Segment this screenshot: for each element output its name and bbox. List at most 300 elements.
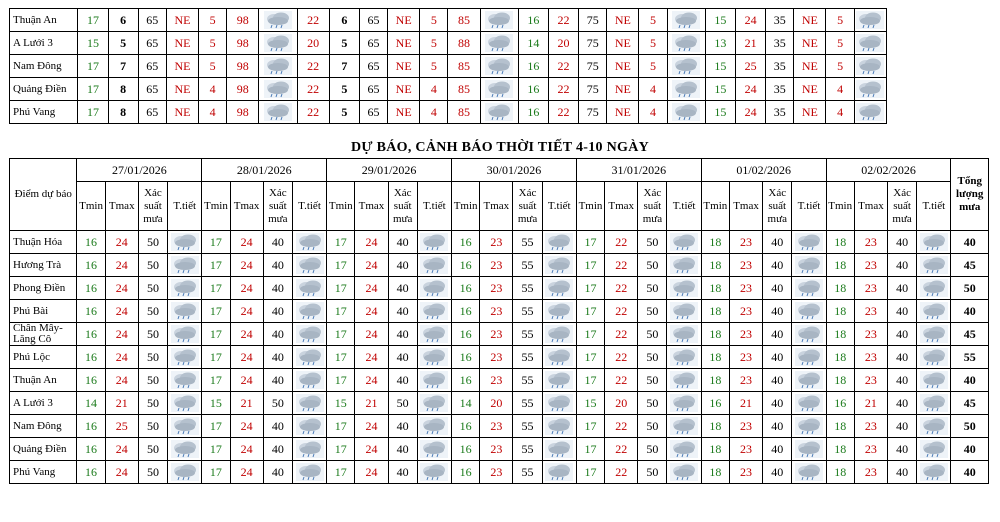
weather-icon: [667, 231, 701, 254]
weather-icon: [417, 323, 451, 346]
tmin-header: Tmin: [327, 182, 355, 231]
tmax-cell: 24: [230, 369, 263, 392]
tmax-header: Tmax: [605, 182, 638, 231]
value-cell: 20: [548, 32, 578, 55]
station-name: Phú Lộc: [10, 346, 77, 369]
tmax-header: Tmax: [854, 182, 887, 231]
value-cell: 4: [826, 101, 854, 124]
value-cell: 35: [766, 55, 794, 78]
rain-prob-cell: 40: [888, 415, 917, 438]
tmax-cell: 20: [480, 392, 513, 415]
value-cell: 75: [579, 78, 607, 101]
weather-icon: [917, 346, 951, 369]
value-cell: 24: [735, 78, 765, 101]
weather-icon: [168, 300, 202, 323]
table-row: [10, 231, 989, 254]
weather-icon: [168, 277, 202, 300]
weather-icon: [292, 323, 326, 346]
tmax-header: Tmax: [105, 182, 138, 231]
rain-prob-header: Xác suất mưa: [138, 182, 167, 231]
value-cell: 98: [227, 55, 259, 78]
value-cell: 75: [579, 9, 607, 32]
weather-icon: [792, 438, 826, 461]
tmin-cell: 17: [202, 323, 230, 346]
rain-prob-cell: 40: [763, 369, 792, 392]
value-cell: 24: [735, 101, 765, 124]
value-cell: NE: [607, 101, 639, 124]
table-row: [10, 346, 989, 369]
tmax-cell: 24: [355, 346, 388, 369]
tmax-cell: 20: [605, 392, 638, 415]
weather-icon: [542, 461, 576, 484]
tmin-cell: 17: [327, 346, 355, 369]
value-cell: 65: [359, 32, 387, 55]
total-rain-cell: 40: [951, 461, 989, 484]
weather-icon: [259, 9, 297, 32]
rain-prob-cell: 40: [888, 323, 917, 346]
rain-prob-cell: 55: [513, 323, 542, 346]
rain-prob-cell: 40: [263, 369, 292, 392]
rain-prob-cell: 40: [263, 254, 292, 277]
tmin-cell: 17: [202, 231, 230, 254]
tmin-cell: 17: [576, 346, 604, 369]
rain-prob-cell: 50: [638, 300, 667, 323]
total-rain-cell: 40: [951, 438, 989, 461]
tmax-cell: 24: [355, 323, 388, 346]
value-cell: NE: [607, 78, 639, 101]
value-cell: 15: [705, 78, 735, 101]
rain-prob-cell: 40: [763, 415, 792, 438]
rain-prob-header: Xác suất mưa: [888, 182, 917, 231]
rain-prob-cell: 50: [388, 392, 417, 415]
tmax-cell: 25: [105, 415, 138, 438]
value-cell: 22: [548, 55, 578, 78]
tmax-cell: 22: [605, 369, 638, 392]
weather-icon: [854, 55, 886, 78]
weather-icon: [792, 323, 826, 346]
tmin-cell: 18: [701, 277, 729, 300]
rain-prob-cell: 50: [138, 254, 167, 277]
rain-prob-cell: 50: [138, 461, 167, 484]
value-cell: 15: [78, 32, 108, 55]
weather-icon: [917, 254, 951, 277]
value-cell: 5: [420, 55, 448, 78]
table-row: [10, 78, 887, 101]
tmax-cell: 24: [355, 231, 388, 254]
weather-icon: [542, 438, 576, 461]
value-cell: 16: [518, 9, 548, 32]
weather-icon: [542, 231, 576, 254]
rain-prob-cell: 50: [638, 231, 667, 254]
rain-prob-cell: 40: [763, 277, 792, 300]
rain-prob-cell: 50: [638, 415, 667, 438]
value-cell: 15: [705, 101, 735, 124]
table-row: [10, 300, 989, 323]
rain-prob-cell: 40: [888, 438, 917, 461]
tmax-cell: 24: [230, 300, 263, 323]
tmin-cell: 17: [327, 254, 355, 277]
tmin-header: Tmin: [701, 182, 729, 231]
tmax-cell: 23: [729, 277, 762, 300]
weather-icon: [542, 369, 576, 392]
rain-prob-cell: 50: [138, 277, 167, 300]
weather-icon: [667, 461, 701, 484]
tmin-cell: 15: [576, 392, 604, 415]
value-cell: 5: [826, 32, 854, 55]
value-cell: 13: [705, 32, 735, 55]
station-header: Điểm dự báo: [10, 159, 77, 231]
weather-icon: [168, 392, 202, 415]
weather-icon: [417, 415, 451, 438]
table-row: [10, 438, 989, 461]
tmin-cell: 14: [452, 392, 480, 415]
total-rain-cell: 55: [951, 346, 989, 369]
value-cell: 17: [78, 9, 108, 32]
value-cell: 65: [359, 101, 387, 124]
tmax-cell: 23: [480, 254, 513, 277]
value-cell: NE: [388, 32, 420, 55]
rain-prob-cell: 50: [638, 346, 667, 369]
weather-header: T.tiết: [917, 182, 951, 231]
tmin-cell: 16: [77, 254, 105, 277]
tmin-cell: 16: [452, 438, 480, 461]
weather-icon: [292, 369, 326, 392]
total-rain-cell: 45: [951, 323, 989, 346]
tmax-cell: 23: [729, 369, 762, 392]
value-cell: 17: [78, 101, 108, 124]
weather-icon: [480, 55, 518, 78]
tmin-cell: 17: [202, 415, 230, 438]
value-cell: 85: [448, 9, 480, 32]
value-cell: 7: [108, 55, 138, 78]
value-cell: 8: [108, 78, 138, 101]
weather-icon: [667, 346, 701, 369]
weather-icon: [417, 231, 451, 254]
value-cell: 5: [826, 9, 854, 32]
value-cell: 5: [329, 32, 359, 55]
rain-prob-cell: 55: [513, 438, 542, 461]
tmax-cell: 23: [854, 415, 887, 438]
rain-prob-cell: 55: [513, 231, 542, 254]
value-cell: NE: [166, 9, 198, 32]
value-cell: 5: [329, 101, 359, 124]
tmin-cell: 16: [77, 277, 105, 300]
value-cell: NE: [794, 9, 826, 32]
station-name: Thuận Hóa: [10, 231, 77, 254]
weather-icon: [168, 415, 202, 438]
value-cell: 22: [297, 9, 329, 32]
tmin-cell: 16: [452, 346, 480, 369]
weather-icon: [667, 32, 705, 55]
rain-prob-cell: 50: [638, 392, 667, 415]
weather-icon: [542, 346, 576, 369]
rain-prob-cell: 50: [138, 231, 167, 254]
value-cell: 88: [448, 32, 480, 55]
rain-prob-cell: 40: [388, 415, 417, 438]
station-name: Chân Mây-Lăng Cô: [10, 323, 77, 346]
tmax-cell: 23: [729, 254, 762, 277]
weather-icon: [168, 254, 202, 277]
tmin-cell: 18: [826, 438, 854, 461]
rain-prob-cell: 40: [763, 438, 792, 461]
value-cell: NE: [794, 101, 826, 124]
weather-icon: [667, 369, 701, 392]
value-cell: NE: [794, 55, 826, 78]
tmin-cell: 16: [452, 415, 480, 438]
tmax-cell: 24: [230, 254, 263, 277]
value-cell: NE: [388, 101, 420, 124]
value-cell: 5: [639, 32, 667, 55]
tmax-cell: 23: [480, 231, 513, 254]
rain-prob-cell: 50: [138, 438, 167, 461]
weather-icon: [417, 254, 451, 277]
rain-prob-cell: 40: [763, 346, 792, 369]
weather-icon: [542, 392, 576, 415]
weather-icon: [480, 78, 518, 101]
value-cell: 5: [199, 32, 227, 55]
value-cell: 98: [227, 9, 259, 32]
rain-prob-header: Xác suất mưa: [763, 182, 792, 231]
tmin-cell: 17: [576, 300, 604, 323]
rain-prob-cell: 40: [888, 231, 917, 254]
tmax-cell: 21: [105, 392, 138, 415]
weather-icon: [792, 346, 826, 369]
forecast-title: DỰ BÁO, CẢNH BÁO THỜI TIẾT 4-10 NGÀY: [350, 140, 650, 155]
weather-icon: [542, 300, 576, 323]
tmin-cell: 17: [576, 254, 604, 277]
tmin-cell: 17: [576, 369, 604, 392]
tmin-cell: 17: [576, 277, 604, 300]
tmax-cell: 23: [854, 461, 887, 484]
station-name: Nam Đông: [10, 415, 77, 438]
value-cell: 22: [548, 78, 578, 101]
weather-icon: [792, 300, 826, 323]
value-cell: 21: [735, 32, 765, 55]
tmin-cell: 17: [202, 346, 230, 369]
tmin-cell: 16: [826, 392, 854, 415]
rain-prob-cell: 50: [138, 323, 167, 346]
tmin-cell: 17: [202, 369, 230, 392]
tmax-cell: 22: [605, 277, 638, 300]
value-cell: 5: [199, 55, 227, 78]
tmax-cell: 23: [854, 277, 887, 300]
rain-prob-header: Xác suất mưa: [513, 182, 542, 231]
rain-prob-cell: 55: [513, 346, 542, 369]
tmax-cell: 22: [605, 231, 638, 254]
weather-icon: [917, 415, 951, 438]
table-row: [10, 254, 989, 277]
weather-icon: [542, 323, 576, 346]
tmin-cell: 16: [77, 346, 105, 369]
date-header: 30/01/2026: [452, 159, 577, 182]
tmax-header: Tmax: [355, 182, 388, 231]
rain-prob-cell: 40: [263, 300, 292, 323]
value-cell: 65: [138, 101, 166, 124]
weather-icon: [168, 461, 202, 484]
tmin-header: Tmin: [77, 182, 105, 231]
value-cell: NE: [607, 9, 639, 32]
tmin-cell: 16: [77, 323, 105, 346]
tmin-cell: 18: [826, 461, 854, 484]
rain-prob-cell: 50: [138, 392, 167, 415]
rain-prob-cell: 40: [263, 323, 292, 346]
tmin-cell: 18: [701, 369, 729, 392]
total-rain-header: Tổng lượng mưa: [951, 159, 989, 231]
tmax-cell: 23: [729, 461, 762, 484]
rain-prob-cell: 40: [763, 254, 792, 277]
tmin-cell: 18: [826, 254, 854, 277]
tmax-cell: 21: [729, 392, 762, 415]
tmin-cell: 16: [701, 392, 729, 415]
weather-icon: [168, 323, 202, 346]
tmax-cell: 23: [480, 300, 513, 323]
weather-icon: [854, 32, 886, 55]
rain-prob-cell: 40: [388, 369, 417, 392]
weather-icon: [792, 277, 826, 300]
rain-prob-cell: 50: [638, 254, 667, 277]
weather-icon: [480, 9, 518, 32]
weather-icon: [667, 300, 701, 323]
tmax-cell: 23: [729, 323, 762, 346]
value-cell: 5: [420, 9, 448, 32]
tmax-cell: 23: [480, 369, 513, 392]
rain-prob-cell: 50: [138, 346, 167, 369]
tmin-header: Tmin: [826, 182, 854, 231]
value-cell: 6: [329, 9, 359, 32]
next-section-cutoff: [0, 516, 1000, 522]
weather-icon: [292, 438, 326, 461]
tmax-cell: 23: [854, 300, 887, 323]
table-row: [10, 415, 989, 438]
rain-prob-cell: 50: [638, 438, 667, 461]
value-cell: 75: [579, 55, 607, 78]
rain-prob-cell: 40: [388, 277, 417, 300]
tmin-cell: 16: [77, 231, 105, 254]
tmax-cell: 22: [605, 254, 638, 277]
tmax-cell: 23: [854, 438, 887, 461]
date-header: 28/01/2026: [202, 159, 327, 182]
tmin-cell: 17: [576, 231, 604, 254]
total-rain-cell: 50: [951, 415, 989, 438]
tmin-cell: 16: [77, 438, 105, 461]
weather-icon: [292, 461, 326, 484]
weather-icon: [542, 415, 576, 438]
tmax-cell: 24: [355, 461, 388, 484]
tmin-cell: 17: [576, 438, 604, 461]
rain-prob-cell: 40: [763, 231, 792, 254]
tmax-cell: 23: [729, 346, 762, 369]
tmax-cell: 21: [230, 392, 263, 415]
tmin-cell: 16: [77, 461, 105, 484]
tmax-header: Tmax: [729, 182, 762, 231]
rain-prob-cell: 55: [513, 277, 542, 300]
table-row: [10, 461, 989, 484]
tmax-header: Tmax: [230, 182, 263, 231]
tmax-cell: 23: [854, 323, 887, 346]
rain-prob-header: Xác suất mưa: [638, 182, 667, 231]
weather-icon: [417, 369, 451, 392]
rain-prob-cell: 50: [138, 415, 167, 438]
tmin-cell: 16: [77, 300, 105, 323]
weather-icon: [917, 231, 951, 254]
station-name: A Lưới 3: [10, 392, 77, 415]
rain-prob-cell: 40: [263, 277, 292, 300]
value-cell: 7: [329, 55, 359, 78]
tmax-cell: 23: [729, 231, 762, 254]
tmax-cell: 22: [605, 415, 638, 438]
tmax-cell: 24: [230, 346, 263, 369]
value-cell: 14: [518, 32, 548, 55]
rain-prob-cell: 40: [763, 300, 792, 323]
tmax-cell: 24: [230, 231, 263, 254]
tmax-cell: 24: [230, 323, 263, 346]
tmin-header: Tmin: [576, 182, 604, 231]
weather-header: T.tiết: [168, 182, 202, 231]
value-cell: 25: [735, 55, 765, 78]
value-cell: 65: [138, 32, 166, 55]
weather-icon: [417, 277, 451, 300]
rain-prob-cell: 55: [513, 254, 542, 277]
weather-icon: [917, 369, 951, 392]
rain-prob-cell: 40: [388, 438, 417, 461]
weather-icon: [292, 277, 326, 300]
table-row: [10, 323, 989, 346]
rain-prob-cell: 40: [388, 323, 417, 346]
tmax-cell: 23: [480, 461, 513, 484]
weather-icon: [667, 438, 701, 461]
rain-prob-cell: 40: [888, 461, 917, 484]
tmin-cell: 16: [452, 231, 480, 254]
station-name: Quảng Điền: [10, 78, 78, 101]
tmin-cell: 18: [701, 346, 729, 369]
value-cell: 65: [138, 78, 166, 101]
total-rain-cell: 40: [951, 300, 989, 323]
weather-header: T.tiết: [417, 182, 451, 231]
weather-icon: [854, 101, 886, 124]
tmin-cell: 16: [452, 461, 480, 484]
date-header: 27/01/2026: [77, 159, 202, 182]
weather-icon: [259, 101, 297, 124]
value-cell: 85: [448, 101, 480, 124]
station-name: Phú Vang: [10, 101, 78, 124]
weather-icon: [667, 323, 701, 346]
date-header: 02/02/2026: [826, 159, 951, 182]
short-range-forecast-table: [9, 8, 887, 124]
weather-header: T.tiết: [542, 182, 576, 231]
rain-prob-cell: 40: [263, 461, 292, 484]
tmax-cell: 24: [105, 369, 138, 392]
value-cell: NE: [166, 55, 198, 78]
value-cell: 5: [826, 55, 854, 78]
weather-icon: [292, 415, 326, 438]
value-cell: 17: [78, 55, 108, 78]
value-cell: 5: [639, 9, 667, 32]
rain-prob-cell: 40: [763, 392, 792, 415]
tmin-header: Tmin: [202, 182, 230, 231]
value-cell: NE: [388, 78, 420, 101]
rain-prob-cell: 50: [638, 369, 667, 392]
table-row: [10, 277, 989, 300]
rain-prob-cell: 50: [138, 300, 167, 323]
value-cell: NE: [607, 32, 639, 55]
rain-prob-cell: 50: [263, 392, 292, 415]
value-cell: NE: [388, 9, 420, 32]
date-header: 31/01/2026: [576, 159, 701, 182]
station-name: Thuận An: [10, 369, 77, 392]
value-cell: 4: [199, 78, 227, 101]
tmax-cell: 24: [355, 300, 388, 323]
value-cell: 5: [420, 32, 448, 55]
